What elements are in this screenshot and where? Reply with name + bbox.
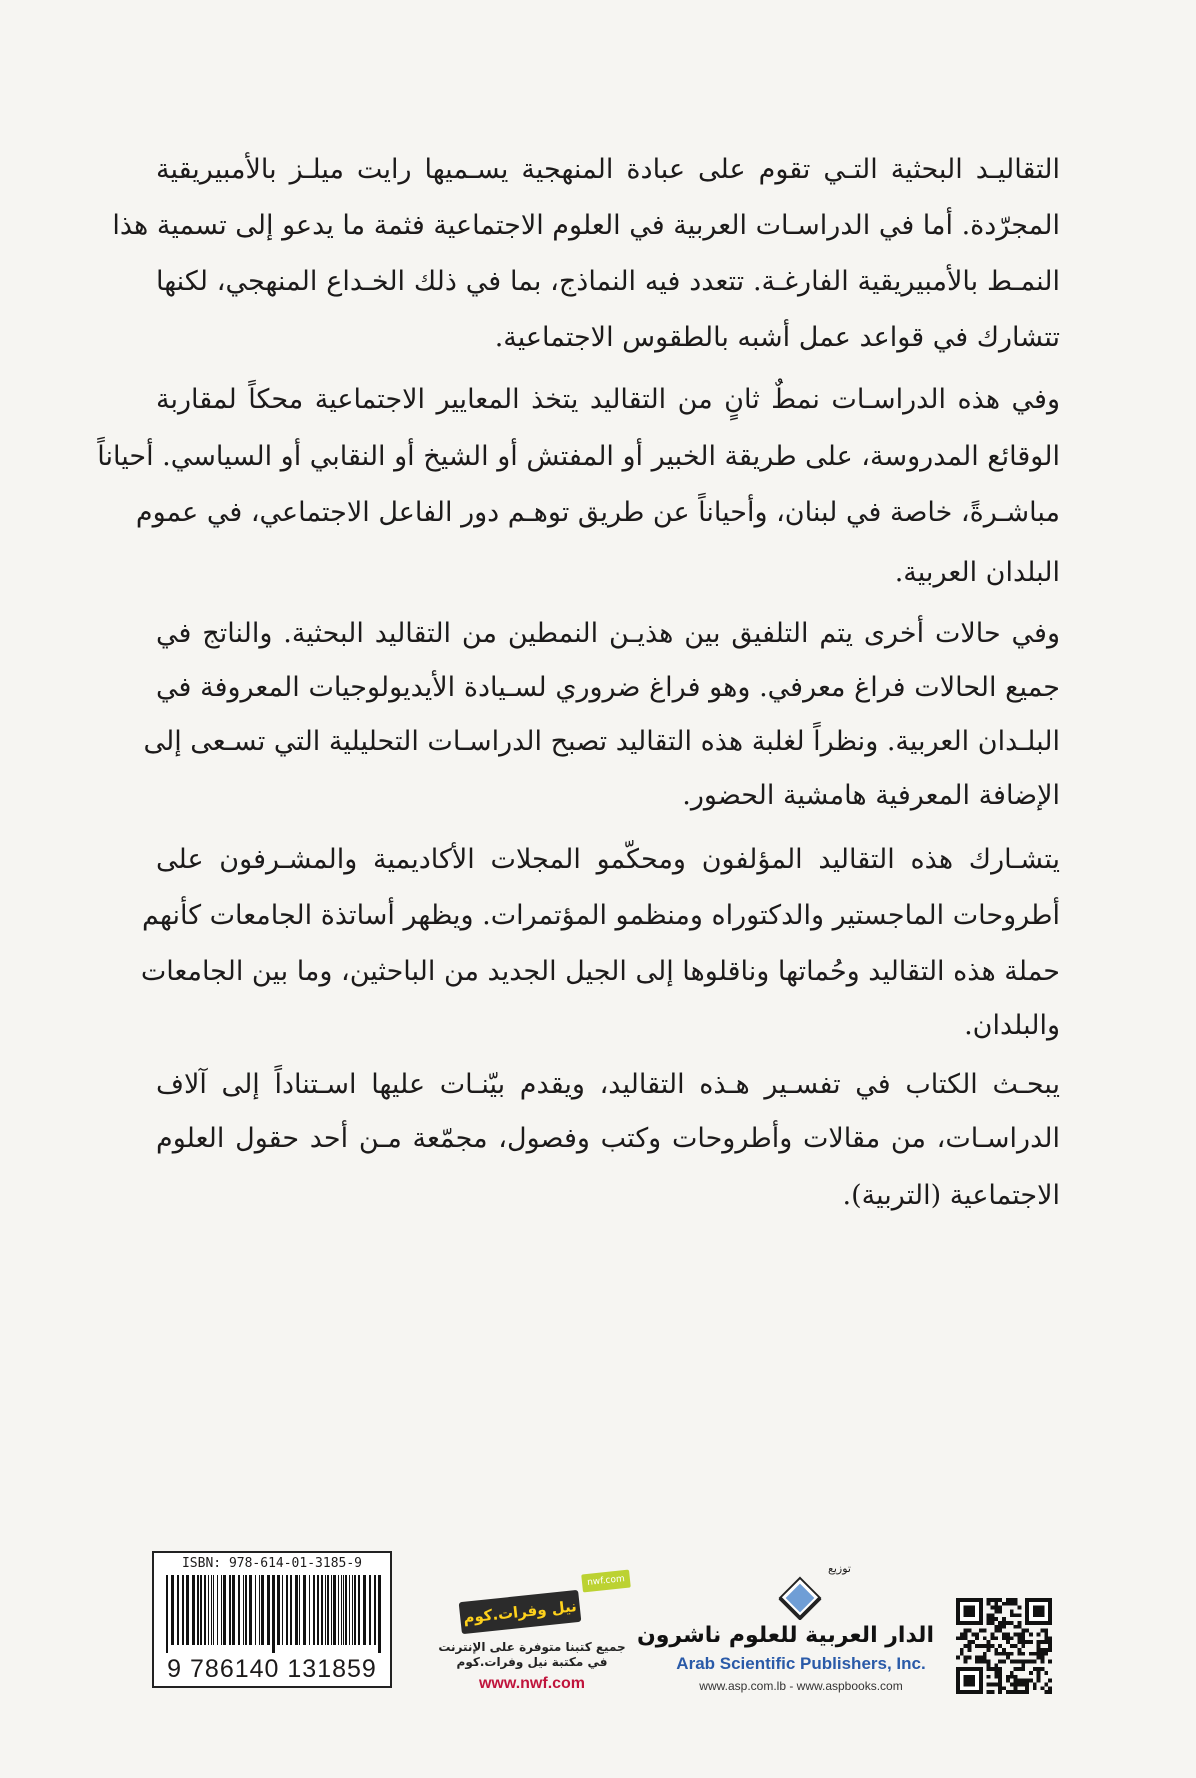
barcode-bar — [369, 1575, 371, 1645]
barcode-bar — [192, 1575, 195, 1645]
publisher-block — [636, 1562, 934, 1696]
paragraph-4-line: حملة هذه التقاليد وحُماتها وناقلوها إلى الجيل الجديد من الباحثين، وما بين الجامعات — [140, 956, 1060, 987]
barcode-bar — [232, 1575, 235, 1645]
isbn-label: ISBN: 978-614-01-3185-9 — [181, 1556, 362, 1571]
barcode-bar — [186, 1575, 189, 1645]
barcode-bar — [238, 1575, 240, 1645]
barcode-bar — [349, 1575, 350, 1645]
barcode-bar — [295, 1575, 298, 1645]
barcode-bar — [363, 1575, 366, 1645]
barcode-bars — [166, 1575, 382, 1653]
barcode-bar — [171, 1575, 174, 1645]
barcode-bar — [313, 1575, 315, 1645]
barcode-bar — [221, 1575, 222, 1645]
barcode-bar — [282, 1575, 283, 1645]
barcode-bar — [166, 1575, 168, 1653]
paragraph-3-line: الإضافة المعرفية هامشية الحضور. — [682, 780, 1060, 811]
nwf-availability-text — [432, 1640, 632, 1670]
paragraph-1-line: المجرّدة. أما في الدراسـات العربية في العلوم الاجتماعية فثمة ما يدعو إلى تسمية هذا — [112, 210, 1060, 241]
barcode-bar — [272, 1575, 275, 1653]
barcode-bar — [197, 1575, 199, 1645]
barcode-digits: 9 786140 131859 — [167, 1655, 377, 1683]
paragraph-4-line: والبلدان. — [964, 1010, 1060, 1041]
barcode-bar — [343, 1575, 344, 1645]
nwf-line-2: في مكتبة نيل وفرات.كوم — [456, 1655, 608, 1669]
barcode-bar — [321, 1575, 323, 1645]
barcode-bar — [338, 1575, 339, 1645]
qr-code — [956, 1598, 1052, 1694]
barcode-bar — [249, 1575, 252, 1645]
paragraph-4-line: يتشـارك هذه التقاليد المؤلفون ومحكّمو المجلات الأكاديمية والمشـرفون على — [156, 844, 1060, 875]
barcode-bar — [327, 1575, 329, 1645]
isbn-barcode — [152, 1551, 392, 1688]
barcode-bar — [229, 1575, 231, 1645]
nwf-url: www.nwf.com — [478, 1675, 586, 1692]
barcode-bar — [223, 1575, 226, 1645]
paragraph-1-line: النمـط بالأمبيريقية الفارغـة. تتعدد فيه النماذج، بما في ذلك الخـداع المنهجي، لكنها — [156, 266, 1060, 297]
publisher-urls: www.asp.com.lb - www.aspbooks.com — [699, 1679, 903, 1693]
barcode-bar — [243, 1575, 244, 1645]
barcode-bar — [331, 1575, 332, 1645]
paragraph-1-line: تتشارك في قواعد عمل أشبه بالطقوس الاجتماعية. — [494, 322, 1060, 353]
barcode-bar — [309, 1575, 310, 1645]
barcode-bar — [177, 1575, 179, 1645]
paragraph-3-line: البلـدان العربية. ونظراً لغلبة هذه التقاليد تصبح الدراسـات التحليلية التي تسـعى إلى — [143, 726, 1060, 757]
nwf-small-tag: nwf.com — [581, 1570, 631, 1593]
paragraph-4-line: أطروحات الماجستير والدكتوراه ومنظمو المؤتمرات. ويظهر أساتذة الجامعات كأنهم — [142, 900, 1060, 931]
paragraph-5-line: الدراسـات، من مقالات وأطروحات وكتب وفصول، مجمّعة مـن أحد حقول العلوم — [156, 1123, 1060, 1154]
distribution-label: توزيع — [828, 1562, 851, 1575]
barcode-bar — [333, 1575, 336, 1645]
nwf-logo-block — [432, 1572, 632, 1696]
barcode-bar — [354, 1575, 356, 1645]
barcode-bar — [358, 1575, 360, 1645]
paragraph-3-line: جميع الحالات فراغ معرفي. وهو فراغ ضروري لسـيادة الأيديولوجيات المعروفة في — [156, 672, 1060, 703]
barcode-bar — [286, 1575, 288, 1645]
barcode-bar — [267, 1575, 270, 1645]
publisher-emblem-icon — [778, 1576, 822, 1620]
paragraph-2-line: الوقائع المدروسة، على طريقة الخبير أو المفتش أو الشيخ أو النقابي أو السياسي. أحياناً — [97, 441, 1060, 472]
barcode-bar — [200, 1575, 202, 1645]
barcode-bar — [303, 1575, 306, 1645]
nwf-tag-logo: نيل وفرات.كوم — [459, 1590, 582, 1634]
barcode-bar — [317, 1575, 319, 1645]
paragraph-5-line: يبحـث الكتاب في تفسـير هـذه التقاليد، ويقدم بيّنـات عليها اسـتناداً إلى آلاف — [156, 1069, 1060, 1100]
barcode-bar — [325, 1575, 326, 1645]
barcode-bar — [261, 1575, 264, 1645]
barcode-bar — [341, 1575, 342, 1645]
barcode-bar — [352, 1575, 353, 1645]
paragraph-2-line: البلدان العربية. — [894, 557, 1060, 588]
barcode-bar — [204, 1575, 206, 1645]
barcode-bar — [255, 1575, 256, 1645]
barcode-bar — [245, 1575, 247, 1645]
barcode-bar — [213, 1575, 214, 1645]
nwf-line-1: جميع كتبنا متوفرة على الإنترنت — [438, 1640, 626, 1654]
publisher-name-arabic: الدار العربية للعلوم ناشرون — [636, 1623, 934, 1648]
paragraph-2-line: مباشـرةً، خاصة في لبنان، وأحياناً عن طريق توهـم دور الفاعل الاجتماعي، في عموم — [135, 497, 1060, 528]
paragraph-5-line: الاجتماعية (التربية). — [842, 1180, 1060, 1211]
barcode-bar — [217, 1575, 218, 1645]
barcode-bar — [277, 1575, 280, 1645]
barcode-bar — [378, 1575, 381, 1653]
barcode-bar — [299, 1575, 300, 1645]
paragraph-3-line: وفي حالات أخرى يتم التلفيق بين هذيـن النمطين من التقاليد البحثية. والناتج في — [156, 618, 1060, 649]
barcode-bar — [182, 1575, 184, 1645]
barcode-bar — [259, 1575, 260, 1645]
publisher-name-english: Arab Scientific Publishers, Inc. — [676, 1654, 926, 1673]
paragraph-1-line: التقاليـد البحثية التـي تقوم على عبادة المنهجية يسـميها رايت ميلـز بالأمبيريقية — [156, 154, 1060, 185]
paragraph-2-line: وفي هذه الدراسـات نمطٌ ثانٍ من التقاليد يتخذ المعايير الاجتماعية محكاً لمقاربة — [156, 384, 1060, 415]
barcode-bar — [374, 1575, 376, 1645]
barcode-bar — [345, 1575, 347, 1645]
barcode-bar — [290, 1575, 292, 1645]
barcode-bar — [211, 1575, 212, 1645]
barcode-bar — [208, 1575, 209, 1645]
